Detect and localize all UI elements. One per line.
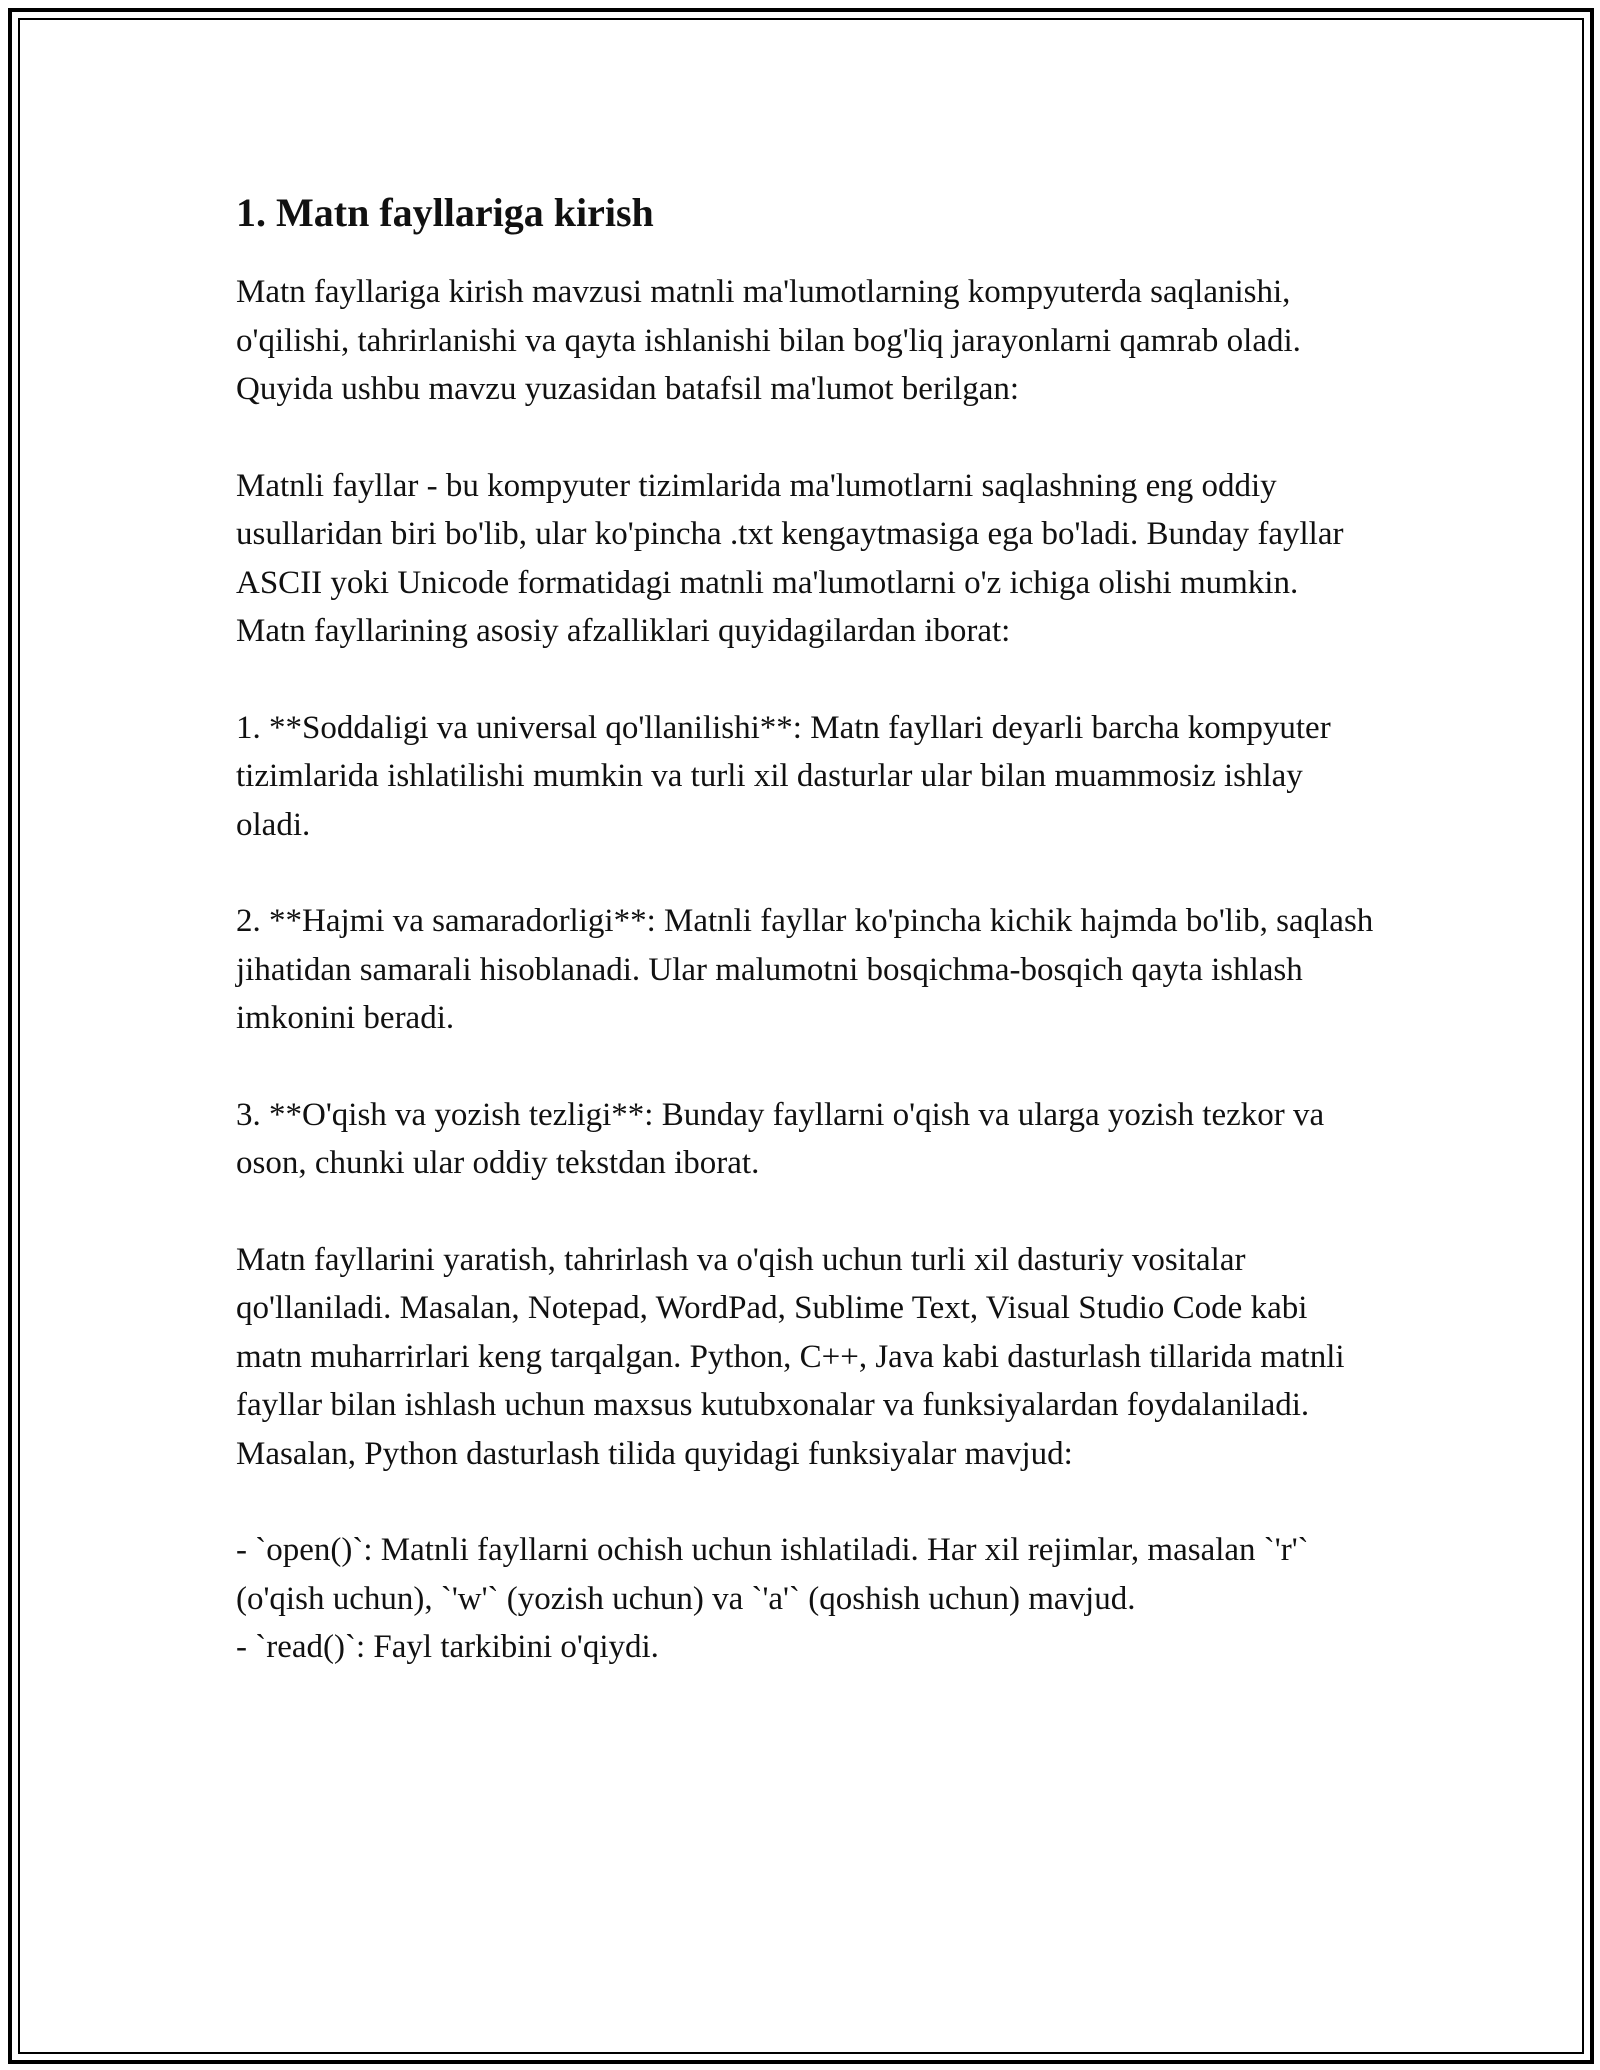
document-body <box>236 186 1376 1672</box>
paragraph-advantage-1: 1. **Soddaligi va universal qo'llanilishi**: Matn fayllari deyarli barcha kompyuter tizimlarida ishlatilishi mumkin va turli xil dasturlar ular bilan muammosiz ishlay oladi. <box>236 709 1331 843</box>
paragraph-text-files: Matnli fayllar - bu kompyuter tizimlarida ma'lumotlarni saqlashning eng oddiy usullaridan biri bo'lib, ular ko'pincha .txt kengaytmasiga ega bo'ladi. Bunday fayllar ASCII yoki Unicode formatidagi matnli ma'lumotlarni o'z ichiga olishi mumkin. Matn fayllarining asosiy afzalliklari quyidagilardan iborat: <box>236 467 1344 649</box>
list-item-read: - `read()`: Fayl tarkibini o'qiydi. <box>236 1629 659 1665</box>
paragraph-tools: Matn fayllarini yaratish, tahrirlash va o'qish uchun turli xil dasturiy vositalar qo'llaniladi. Masalan, Notepad, WordPad, Sublime Text, Visual Studio Code kabi matn muharrirlari keng tarqalgan. Python, C++, Java kabi dasturlash tillarida matnli fayllar bilan ishlash uchun maxsus kutubxonalar va funksiyalardan foydalaniladi. Masalan, Python dasturlash tilida quyidagi funksiyalar mavjud: <box>236 1241 1345 1472</box>
paragraph-advantage-2: 2. **Hajmi va samaradorligi**: Matnli fayllar ko'pincha kichik hajmda bo'lib, saqlash jihatidan samarali hisoblanadi. Ular malumotni bosqichma-bosqich qayta ishlash imkonini beradi. <box>236 903 1374 1036</box>
paragraph-intro: Matn fayllariga kirish mavzusi matnli ma'lumotlarning kompyuterda saqlanishi, o'qilishi, tahrirlanishi va qayta ishlanishi bilan bog'liq jarayonlarni qamrab oladi. Quyida ushbu mavzu yuzasidan batafsil ma'lumot berilgan: <box>236 274 1301 407</box>
section-title: 1. Matn fayllariga kirish <box>236 190 654 235</box>
function-list <box>236 1526 1376 1672</box>
list-item-open: - `open()`: Matnli fayllarni ochish uchun ishlatiladi. Har xil rejimlar, masalan `'r'` (o'qish uchun), `'w'` (yozish uchun) va `'a'` (qoshish uchun) mavjud. <box>236 1532 1309 1617</box>
paragraph-advantage-3: 3. **O'qish va yozish tezligi**: Bunday fayllarni o'qish va ularga yozish tezkor va oson, chunki ular oddiy tekstdan iborat. <box>236 1096 1325 1181</box>
